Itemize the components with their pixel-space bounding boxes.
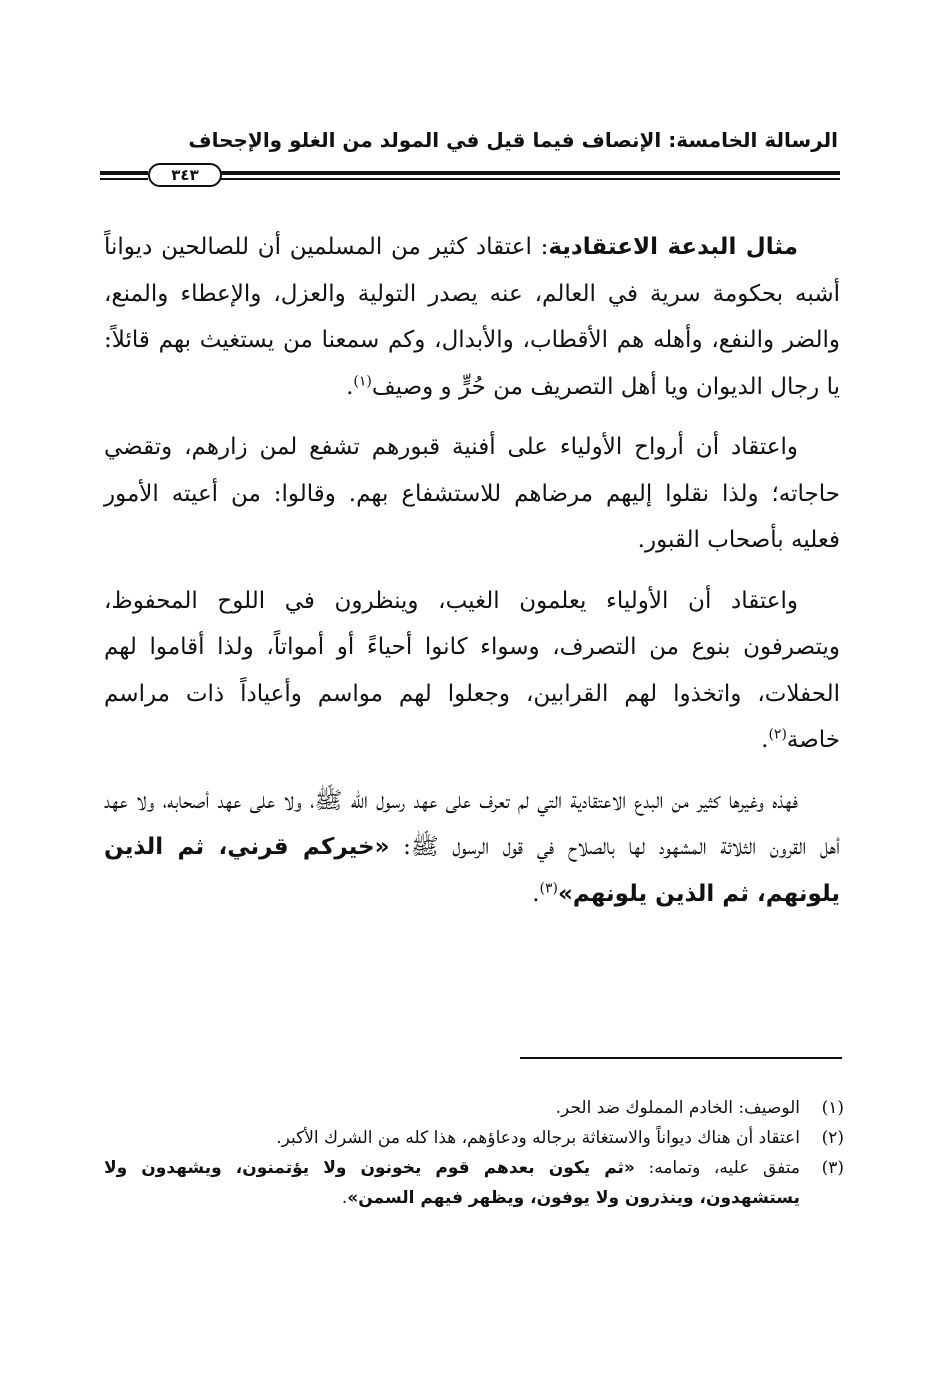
footnote-3 bbox=[104, 1153, 844, 1213]
paragraph-3-end: . bbox=[761, 727, 769, 753]
footnote-end: . bbox=[341, 1188, 348, 1208]
running-title: الرسالة الخامسة: الإنصاف فيما قيل في المولد من الغلو والإجحاف bbox=[188, 128, 838, 152]
footnotes bbox=[104, 1093, 844, 1213]
paragraph-2-text: واعتقاد أن أرواح الأولياء على أفنية قبورهم تشفع لمن زارهم، وتقضي حاجاته؛ ولذا نقلوا إليهم مرضاهم للاستشفاع بهم. وقالوا: من أعيته الأمور فعليه بأصحاب القبور. bbox=[104, 434, 840, 553]
heading-term: مثال البدعة الاعتقادية bbox=[548, 234, 798, 260]
paragraph-3 bbox=[104, 578, 840, 764]
header-rule-thin-left bbox=[100, 178, 148, 180]
page-number: ٣٤٣ bbox=[148, 163, 222, 187]
footnote-text: اعتقاد أن هناك ديواناً والاستغاثة برجاله ودعاؤهم، هذا كله من الشرك الأكبر. bbox=[276, 1128, 800, 1148]
hadith-quote: «خيركم قرني، ثم الذين يلونهم، ثم الذين يلونهم» bbox=[104, 834, 840, 907]
paragraph-1-end: . bbox=[346, 373, 354, 400]
footnote-1 bbox=[104, 1093, 844, 1123]
paragraph-2 bbox=[104, 424, 840, 564]
footnote-number: (٣) bbox=[821, 1158, 844, 1178]
footnote-text: الوصيف: الخادم المملوك ضد الحر. bbox=[555, 1098, 800, 1118]
footnote-ref-3: (٣) bbox=[539, 879, 558, 896]
footnote-2 bbox=[104, 1123, 844, 1153]
footnote-ref-1: (١) bbox=[353, 372, 372, 389]
paragraph-1-text: : اعتقاد كثير من المسلمين أن للصالحين ديواناً أشبه بحكومة سرية في العالم، عنه يصدر التولية والعزل، والإعطاء والمنع، والضر والنفع، وأهله هم الأقطاب، والأبدال، وكم سمعنا من يستغيث بهم قائلاً: يا رجال الديوان ويا أهل التصريف من حُرٍّ و وصيف bbox=[104, 234, 840, 400]
footnote-number: (١) bbox=[821, 1098, 844, 1118]
footnote-text: متفق عليه، وتمامه: bbox=[634, 1158, 801, 1178]
paragraph-4-text: فهذه وغيرها كثير من البدع الاعتقادية التي لم تعرف على عهد رسول الله ﷺ، ولا على عهد أصحابه، ولا عهد أهل القرون الثلاثة المشهود لها بالصلاح في قول الرسول ﷺ: bbox=[104, 787, 841, 860]
paragraph-1 bbox=[104, 224, 840, 410]
paragraph-3-text: واعتقاد أن الأولياء يعلمون الغيب، وينظرون في اللوح المحفوظ، ويتصرفون بنوع من التصرف، وسواء كانوا أحياءً أو أمواتاً، ولذا أقاموا لهم الحفلات، واتخذوا لهم القرابين، وجعلوا لهم مواسم وأعياداً ذات مراسم خاصة bbox=[104, 587, 840, 753]
footnote-separator bbox=[520, 1057, 842, 1059]
main-text bbox=[104, 224, 840, 931]
header-rule bbox=[100, 164, 840, 186]
header-rule-thick-left bbox=[100, 171, 148, 175]
paragraph-4-end: . bbox=[532, 880, 540, 907]
footnote-number: (٢) bbox=[821, 1128, 844, 1148]
footnote-hadith: «ثم يكون بعدهم قوم يخونون ولا يؤتمنون، ويشهدون ولا يستشهدون، وينذرون ولا يوفون، ويظهر فيهم السمن» bbox=[104, 1158, 800, 1208]
header-rule-thin-main bbox=[218, 178, 840, 180]
footnote-ref-2: (٢) bbox=[768, 726, 787, 743]
header-rule-thick-main bbox=[218, 171, 840, 175]
paragraph-4 bbox=[104, 778, 840, 918]
